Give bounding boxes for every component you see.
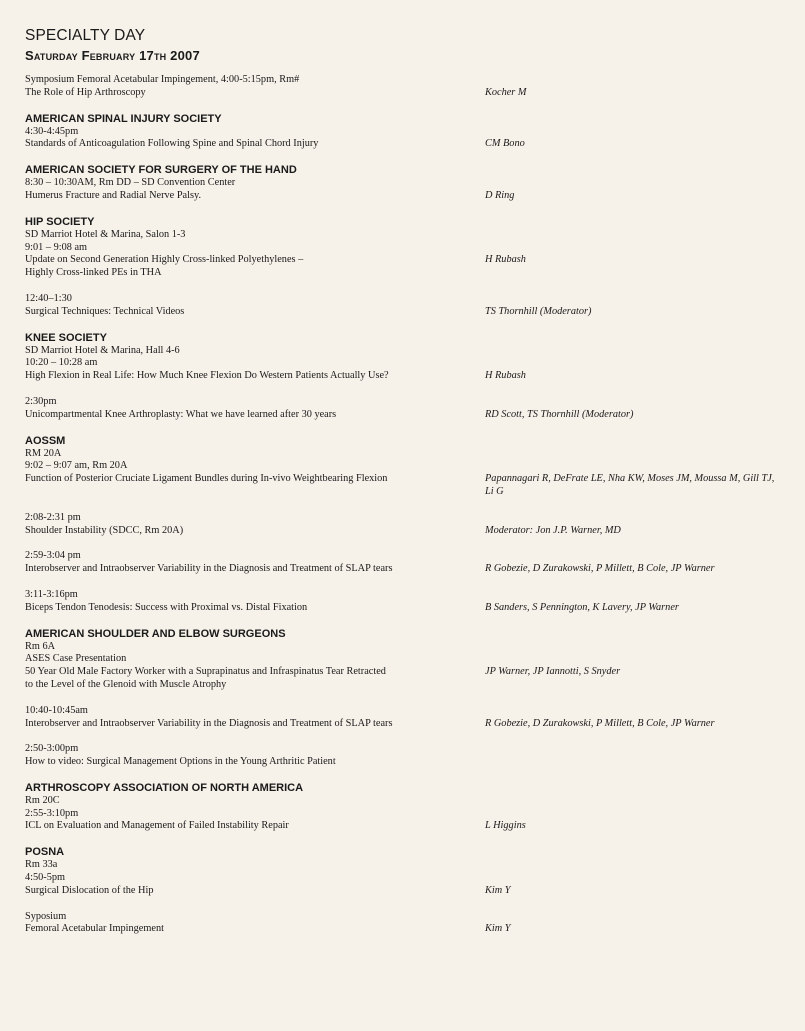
section [25,74,805,100]
section-heading: AMERICAN SPINAL INJURY SOCIETY [25,112,222,125]
talk-title: 50 Year Old Male Factory Worker with a Suprapinatus and Infraspinatus Tear Retracted to the Level of the Glenoid with Muscle Atrophy [25,666,386,690]
session-info: 9:01 – 9:08 am [25,241,88,253]
talk-author: Moderator: Jon J.P. Warner, MD [485,524,621,536]
talk-author: Papannagari R, DeFrate LE, Nha KW, Moses JM, Moussa M, Gill TJ, Li G [485,473,775,497]
talk-author: H Rubash [485,370,526,382]
talk-author: CM Bono [485,138,525,150]
talk-author: RD Scott, TS Thornhill (Moderator) [485,408,634,420]
session-info: 2:08-2:31 pm [25,511,81,523]
talk-row [25,138,805,151]
talk-author: L Higgins [485,820,526,832]
talk-title: Interobserver and Intraobserver Variability in the Diagnosis and Treatment of SLAP tears [25,717,393,729]
section [25,782,805,833]
talk-title: Biceps Tendon Tenodesis: Success with Proximal vs. Distal Fixation [25,601,308,613]
section [25,332,805,422]
session-info: 2:55-3:10pm [25,807,79,819]
group-spacer [25,692,805,705]
session-info: 9:02 – 9:07 am, Rm 20A [25,460,128,472]
talk-row [25,666,805,692]
page-date: Saturday February 17th 2007 [25,48,200,63]
talk-title: Interobserver and Intraobserver Variability in the Diagnosis and Treatment of SLAP tears [25,563,393,575]
talk-title: The Role of Hip Arthroscopy [25,86,146,98]
section-heading: AMERICAN SOCIETY FOR SURGERY OF THE HAND [25,164,297,177]
talk-row [25,756,805,769]
talk-row [25,409,805,422]
session-info: 4:30-4:45pm [25,125,79,137]
session-info: 2:59-3:04 pm [25,550,81,562]
session-info: 4:50-5pm [25,872,66,884]
group-spacer [25,383,805,396]
group-spacer [25,280,805,293]
talk-author [485,756,803,769]
talk-author: R Gobezie, D Zurakowski, P Millett, B Cole, JP Warner [485,563,715,575]
group-spacer [25,576,805,589]
talk-author: Kim Y [485,884,511,896]
session-info: Rm 20C [25,794,60,806]
sections-container [25,74,805,936]
talk-title: Surgical Dislocation of the Hip [25,884,154,896]
talk-title: Shoulder Instability (SDCC, Rm 20A) [25,524,184,536]
section [25,846,805,936]
page-title: SPECIALTY DAY [25,27,146,44]
session-info: 2:30pm [25,395,57,407]
talk-author: D Ring [485,189,515,201]
session-info: 2:50-3:00pm [25,743,79,755]
talk-row [25,718,805,731]
session-info: 10:20 – 10:28 am [25,357,98,369]
talk-row [25,923,805,936]
session-info: RM 20A [25,447,62,459]
talk-row [25,563,805,576]
section [25,435,805,615]
talk-row [25,602,805,615]
section-heading: AOSSM [25,434,66,447]
talk-author: B Sanders, S Pennington, K Lavery, JP Warner [485,601,679,613]
section [25,164,805,203]
session-info: SD Marriot Hotel & Marina, Salon 1-3 [25,228,186,240]
session-info: 3:11-3:16pm [25,588,78,600]
section-heading: POSNA [25,846,65,859]
section-heading: ARTHROSCOPY ASSOCIATION OF NORTH AMERICA [25,781,304,794]
talk-row [25,885,805,898]
talk-row [25,87,805,100]
talk-row [25,525,805,538]
group-spacer [25,499,805,512]
talk-title: Femoral Acetabular Impingement [25,923,164,935]
talk-row [25,306,805,319]
talk-title: How to video: Surgical Management Options in the Young Arthritic Patient [25,756,336,768]
talk-author: JP Warner, JP Iannotti, S Snyder [485,666,621,678]
session-info: Syposium [25,910,67,922]
section-heading: HIP SOCIETY [25,215,95,228]
talk-title: High Flexion in Real Life: How Much Knee Flexion Do Western Patients Actually Use? [25,370,389,382]
talk-author: H Rubash [485,254,526,266]
section [25,113,805,152]
section [25,628,805,769]
session-info: 8:30 – 10:30AM, Rm DD – SD Convention Center [25,177,236,189]
section [25,216,805,319]
talk-author: Kocher M [485,86,527,98]
session-info: Symposium Femoral Acetabular Impingement, 4:00-5:15pm, Rm# [25,74,300,85]
session-info: Rm 33a [25,859,58,871]
talk-row [25,370,805,383]
talk-title: Unicompartmental Knee Arthroplasty: What we have learned after 30 years [25,408,337,420]
talk-author: TS Thornhill (Moderator) [485,305,592,317]
section-heading: AMERICAN SHOULDER AND ELBOW SURGEONS [25,627,286,640]
talk-row [25,820,805,833]
group-spacer [25,730,805,743]
session-info: Rm 6A [25,640,56,652]
talk-title: Standards of Anticoagulation Following Spine and Spinal Chord Injury [25,138,319,150]
talk-author: R Gobezie, D Zurakowski, P Millett, B Cole, JP Warner [485,717,715,729]
session-info: 10:40-10:45am [25,704,88,716]
talk-row [25,254,805,280]
talk-row [25,473,805,499]
group-spacer [25,898,805,911]
talk-title: ICL on Evaluation and Management of Failed Instability Repair [25,820,289,832]
session-info: SD Marriot Hotel & Marina, Hall 4-6 [25,344,180,356]
talk-title: Surgical Techniques: Technical Videos [25,305,185,317]
talk-author: Kim Y [485,923,511,935]
session-info: 12:40–1:30 [25,292,72,304]
talk-title: Humerus Fracture and Radial Nerve Palsy. [25,189,202,201]
session-info: ASES Case Presentation [25,653,127,665]
talk-title: Function of Posterior Cruciate Ligament Bundles during In-vivo Weightbearing Flexion [25,473,388,485]
talk-title: Update on Second Generation Highly Cross-linked Polyethylenes – Highly Cross-linked PEs in THA [25,254,304,279]
group-spacer [25,537,805,550]
talk-row [25,190,805,203]
section-heading: KNEE SOCIETY [25,331,107,344]
